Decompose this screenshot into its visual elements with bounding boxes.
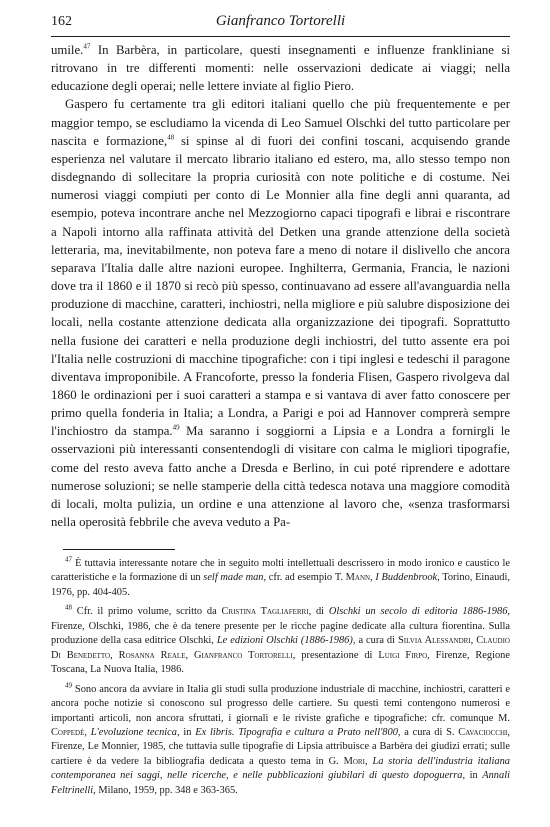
italic-run: self made man	[203, 572, 264, 584]
smallcaps-run: Cristina Tagliaferri	[221, 606, 309, 618]
smallcaps-run: Silvia Alessandri, Claudio Di Benedetto, Rosanna Reale, Gianfranco Tortorelli	[51, 635, 510, 661]
running-title: Gianfranco Tortorelli	[215, 13, 346, 29]
body-paragraph	[51, 95, 510, 531]
text-run: , Torino, Einaudi, 1976, pp. 404-405.	[51, 572, 510, 598]
italic-run: La storia dell'industria italiana contemporanea nei saggi, nelle ricerche, e nelle pubblicazioni giubilari di questo dopoguerra	[51, 755, 510, 782]
smallcaps-run: Mori	[343, 755, 365, 767]
text-run: In Barbèra, in particolare, questi insegnamenti e influenze frankliniane si ritrovano in tre differenti momenti: nelle osservazioni dedicate ai viaggi; nella educazione degli operai; nelle lettere inviate al figlio Piero.	[51, 43, 510, 94]
italic-run: I Buddenbrook	[375, 572, 438, 584]
text-run: umile.	[51, 43, 84, 57]
text-run: , Firenze, Olschki, 1986, che è da tenere presente per le ricche pagine dedicate alla cultura fiorentina. Sulla produzione della casa editrice Olschki,	[51, 606, 510, 647]
footnotes	[51, 557, 510, 803]
smallcaps-run: Coppedè	[51, 726, 85, 738]
text-run: Sono ancora da avviare in Italia gli studi sulla produzione industriale di macchine, inchiostri, caratteri e ancora poche notizie si conoscono sul progresso delle cartiere. Su questi temi contengono numerosi e importanti articoli, non ancora sfruttati, i giornali e le riviste grafiche e tipografiche: cfr. comunque M.	[51, 683, 510, 724]
italic-run: Ex libris. Tipografia e cultura a Prato nell'800	[195, 726, 398, 738]
footnote-marker: 48	[167, 133, 175, 142]
text-run: , in	[176, 726, 196, 738]
text-run: , a cura di S.	[397, 726, 459, 738]
text-run: , in	[462, 770, 483, 782]
italic-run: L'evoluzione tecnica	[90, 726, 177, 738]
smallcaps-run: Luigi Firpo	[378, 649, 428, 661]
footnote-marker: 47	[83, 42, 91, 51]
footnote-marker: 48	[65, 603, 72, 612]
text-run: ,	[84, 726, 91, 738]
text-run: , Milano, 1959, pp. 348 e 363-365.	[93, 784, 238, 796]
footnote-marker: 49	[172, 424, 180, 433]
footnote-marker: 47	[65, 555, 72, 564]
text-run: , a cura di	[352, 635, 399, 647]
text-run: , Firenze, Le Monnier, 1985, che tuttavia sulle tipografie di Lipsia attribuisce a Barbèra dei giudizi errati; sulle cartiere è da vedere la bibliografia dedicata a questo tema in G.	[51, 726, 510, 767]
smallcaps-run: Cavaciocchi	[458, 726, 508, 738]
page-header	[51, 12, 510, 37]
text-run: , presentazione di	[292, 649, 379, 661]
page-number: 162	[51, 14, 72, 29]
footnote-49	[51, 683, 510, 799]
text-run: Ma saranno i soggiorni a Lipsia e a Londra a fornirgli le osservazioni più interessanti consentendogli di visitare con calma le migliori tipografie, come del resto aveva fatto anche a Dresda e Berlino, in cui poté riprendere e adottare numerose soluzioni; se nelle stamperie della città tedesca notava una maggiore comodità di locali, molta pulizia, un ordine e una attenzione al lavoro che, «senza trasformarsi nella operosità febbrile che aveva veduto a Pa-	[51, 424, 510, 530]
italic-run: Olschki un secolo di editoria 1886-1986	[328, 606, 508, 618]
italic-run: Le edizioni Olschki (1886-1986)	[216, 635, 353, 647]
italic-run: Annali Feltrinelli	[51, 770, 510, 796]
text-run: Gaspero fu certamente tra gli editori italiani quello che più frequentemente e per maggior tempo, se escludiamo la vicenda di Leo Samuel Olschki del tutto particolare per nascita e formazione,	[51, 97, 510, 148]
text-run: , di	[308, 606, 329, 618]
text-run: , Firenze, Regione Toscana, La Nuova Italia, 1986.	[51, 649, 510, 676]
text-run: È tuttavia interessante notare che in seguito molti intellettuali descrissero in modo ironico e caustico le caratteristiche e la formazione di un	[51, 558, 510, 584]
smallcaps-run: T. Mann	[334, 572, 371, 584]
body-paragraph	[51, 41, 510, 95]
footnote-marker: 49	[65, 681, 72, 690]
text-run: si spinse al di fuori dei confini toscani, acquisendo grande esperienza nel valutare il mercato librario italiano ed estero, ma, allo stesso tempo non disdegnando di sollecitare la propria curiosità con note politiche e di costume. Nei numerosi viaggi compiuti per conto di Le Monnier alla fine degli anni quaranta, ad esempio, poteva incontrare anche nel Mezzogiorno capaci tipografi e librai e riscontrare a Napoli intorno alla raffinata attività del Detken una grande attenzione della società letteraria, ma, inevitabilmente, non poteva fare a meno di notare il dislivello che ancora separava l'Italia dalle altre nazioni europee. Inghilterra, Germania, Francia, le nazioni dove tra il 1860 e il 1870 si recò più spesso, continuavano ad essere all'avanguardia nella produzione di macchine, caratteri, inchiostri, nella migliore e più salubre disposizione dei locali, nella costante attenzione dedicata alla organizzazione dei tipografi. Soprattutto nella fusione dei caratteri e nella produzione degli inchiostri, del tutto assente era poi l'Italia nelle costruzioni di macchine tipografiche: con i tipi inglesi e tedeschi il paragone diventava improponibile. A Francoforte, presso la fonderia Flisen, Gaspero rivolgeva dal 1860 le ordinazioni per i suoi caratteri a stampa e si vantava di aver fatto conoscere per primo quella fonderia in Italia; a Londra, a Parigi e poi ad Hannover comprerà sempre l'inchiostro da stampa.	[51, 133, 511, 439]
footnote-47	[51, 557, 510, 600]
text-run: ,	[364, 755, 373, 767]
text-run: ,	[370, 572, 376, 584]
text-run: , cfr. ad esempio	[263, 572, 335, 584]
footnote-48	[51, 605, 510, 677]
text-run: Cfr. il primo volume, scritto da	[72, 606, 222, 618]
body-text	[51, 41, 510, 531]
footnote-rule	[63, 549, 175, 550]
